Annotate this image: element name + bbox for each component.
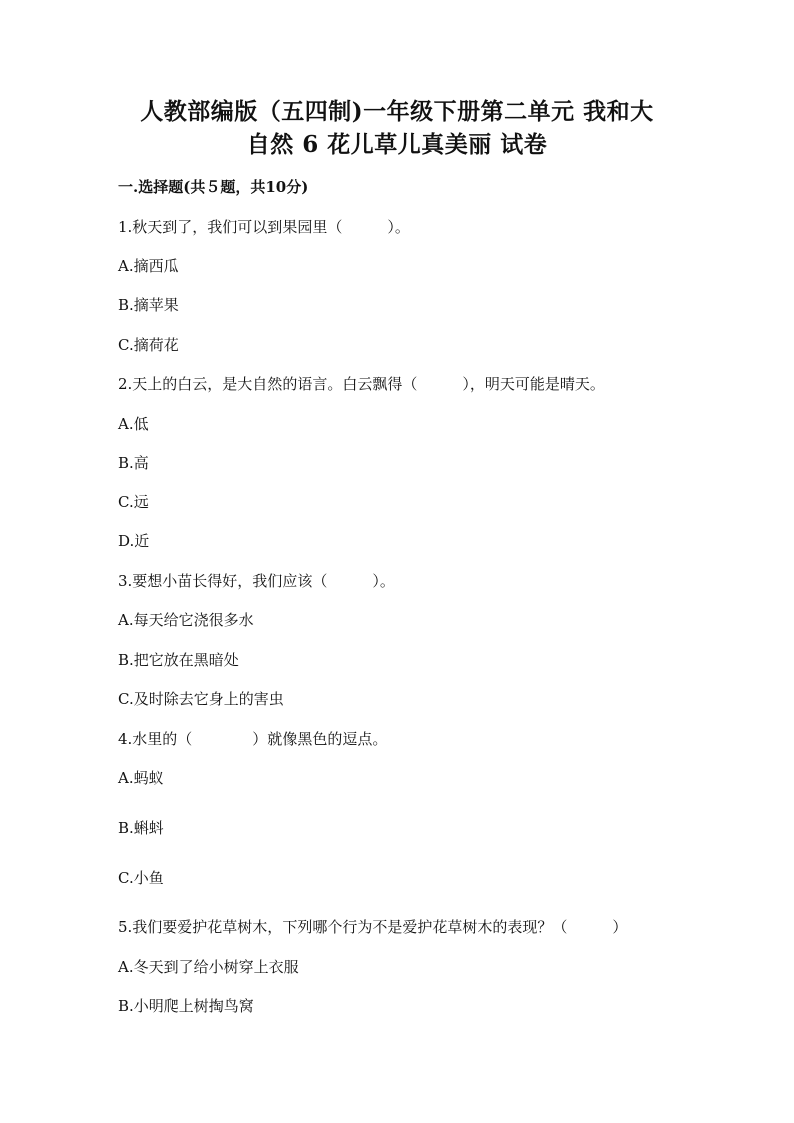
question-2-option-b: B.高	[118, 454, 149, 472]
question-1-option-b: B.摘苹果	[118, 296, 179, 314]
question-5-option-b: B.小明爬上树掏鸟窝	[118, 997, 254, 1015]
question-4-option-a: A.蚂蚁	[118, 769, 164, 787]
question-1-stem: 1.秋天到了，我们可以到果园里（ ）。	[118, 218, 410, 236]
question-1-option-a: A.摘西瓜	[118, 257, 179, 275]
question-4-stem: 4.水里的（ ）就像黑色的逗点。	[118, 730, 388, 748]
question-2-option-c: C.远	[118, 493, 149, 511]
question-2-stem: 2.天上的白云，是大自然的语言。白云飘得（ ），明天可能是晴天。	[118, 375, 605, 393]
question-4-option-c: C.小鱼	[118, 869, 164, 887]
question-2-option-a: A.低	[118, 415, 149, 433]
question-3-stem: 3.要想小苗长得好，我们应该（ ）。	[118, 572, 395, 590]
question-4-option-b: B.蝌蚪	[118, 819, 164, 837]
question-3-option-a: A.每天给它浇很多水	[118, 611, 254, 629]
section-heading: 一.选择题(共５题，共10分)	[118, 178, 309, 196]
question-5-option-a: A.冬天到了给小树穿上衣服	[118, 958, 299, 976]
question-1-option-c: C.摘荷花	[118, 336, 179, 354]
question-3-option-c: C.及时除去它身上的害虫	[118, 690, 284, 708]
question-5-stem: 5.我们要爱护花草树木，下列哪个行为不是爱护花草树木的表现？（ ）	[118, 918, 628, 936]
question-3-option-b: B.把它放在黑暗处	[118, 651, 239, 669]
question-2-option-d: D.近	[118, 532, 150, 550]
exam-title-line-2: 自然 6 花儿草儿真美丽 试卷	[246, 131, 548, 158]
exam-title-line-1: 人教部编版（五四制)一年级下册第二单元 我和大	[140, 98, 654, 125]
